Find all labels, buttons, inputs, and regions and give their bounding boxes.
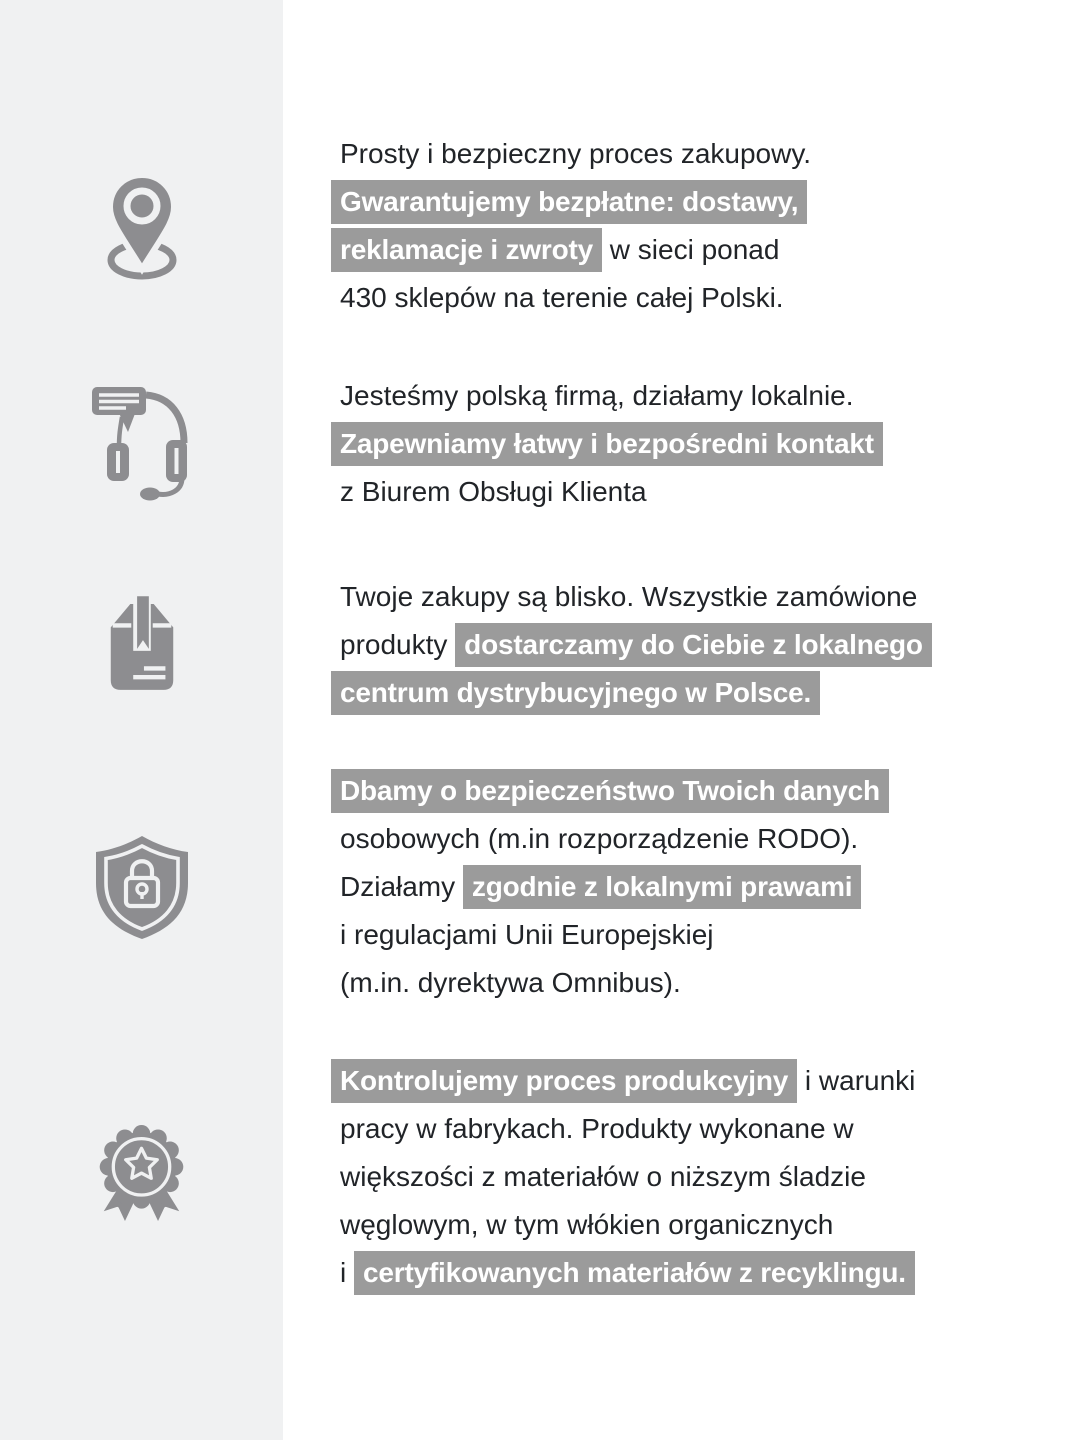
plain-text: pracy w fabrykach. Produkty wykonane w — [340, 1113, 854, 1144]
award-badge-icon — [89, 1120, 194, 1235]
plain-text: i — [340, 1257, 354, 1288]
plain-text: w sieci ponad — [602, 234, 780, 265]
text-line — [331, 1153, 915, 1201]
plain-text: i warunki — [797, 1065, 916, 1096]
highlighted-text: Gwarantujemy bezpłatne: dostawy, — [331, 180, 807, 224]
benefit-section — [0, 1057, 1080, 1297]
plain-text: Działamy — [340, 871, 463, 902]
highlighted-text: reklamacje i zwroty — [331, 228, 602, 272]
plain-text: węglowym, w tym włókien organicznych — [340, 1209, 834, 1240]
text-line — [331, 1249, 915, 1297]
shield-lock-icon — [93, 833, 191, 941]
plain-text: większości z materiałów o niższym śladzie — [340, 1161, 866, 1192]
plain-text: osobowych (m.in rozporządzenie RODO). — [340, 823, 859, 854]
highlighted-text: zgodnie z lokalnymi prawami — [463, 865, 861, 909]
benefit-text — [331, 130, 811, 322]
highlighted-text: Kontrolujemy proces produkcyjny — [331, 1059, 797, 1103]
icon-column — [0, 385, 283, 503]
icon-column — [0, 1120, 283, 1235]
text-line — [331, 372, 883, 420]
headset-chat-icon — [92, 385, 192, 503]
text-line — [331, 669, 932, 717]
text-line — [331, 1201, 915, 1249]
benefit-section — [0, 130, 1080, 322]
plain-text: Jesteśmy polską firmą, działamy lokalnie. — [340, 380, 854, 411]
text-line — [331, 178, 811, 226]
text-line — [331, 1105, 915, 1153]
benefit-section — [0, 372, 1080, 516]
plain-text: Twoje zakupy są blisko. Wszystkie zamówione — [340, 581, 918, 612]
plain-text: (m.in. dyrektywa Omnibus). — [340, 967, 681, 998]
text-line — [331, 226, 811, 274]
highlighted-text: centrum dystrybucyjnego w Polsce. — [331, 671, 820, 715]
text-line — [331, 959, 889, 1007]
benefit-text — [331, 573, 932, 717]
text-line — [331, 1057, 915, 1105]
highlighted-text: Dbamy o bezpieczeństwo Twoich danych — [331, 769, 889, 813]
plain-text: Prosty i bezpieczny proces zakupowy. — [340, 138, 812, 169]
text-line — [331, 573, 932, 621]
icon-column — [0, 594, 283, 696]
text-line — [331, 468, 883, 516]
highlighted-text: dostarczamy do Ciebie z lokalnego — [455, 623, 932, 667]
icon-column — [0, 172, 283, 280]
package-icon — [101, 594, 183, 696]
benefit-text — [331, 1057, 915, 1297]
text-line — [331, 420, 883, 468]
plain-text: i regulacjami Unii Europejskiej — [340, 919, 714, 950]
location-pin-icon — [101, 172, 183, 280]
highlighted-text: Zapewniamy łatwy i bezpośredni kontakt — [331, 422, 883, 466]
text-line — [331, 815, 889, 863]
text-line — [331, 863, 889, 911]
benefit-text — [331, 767, 889, 1007]
icon-column — [0, 833, 283, 941]
benefit-section — [0, 767, 1080, 1007]
highlighted-text: certyfikowanych materiałów z recyklingu. — [354, 1251, 915, 1295]
text-line — [331, 767, 889, 815]
plain-text: z Biurem Obsługi Klienta — [340, 476, 647, 507]
text-line — [331, 130, 811, 178]
plain-text: produkty — [340, 629, 456, 660]
benefit-text — [331, 372, 883, 516]
text-line — [331, 621, 932, 669]
plain-text: 430 sklepów na terenie całej Polski. — [340, 282, 784, 313]
text-line — [331, 274, 811, 322]
text-line — [331, 911, 889, 959]
benefit-section — [0, 573, 1080, 717]
